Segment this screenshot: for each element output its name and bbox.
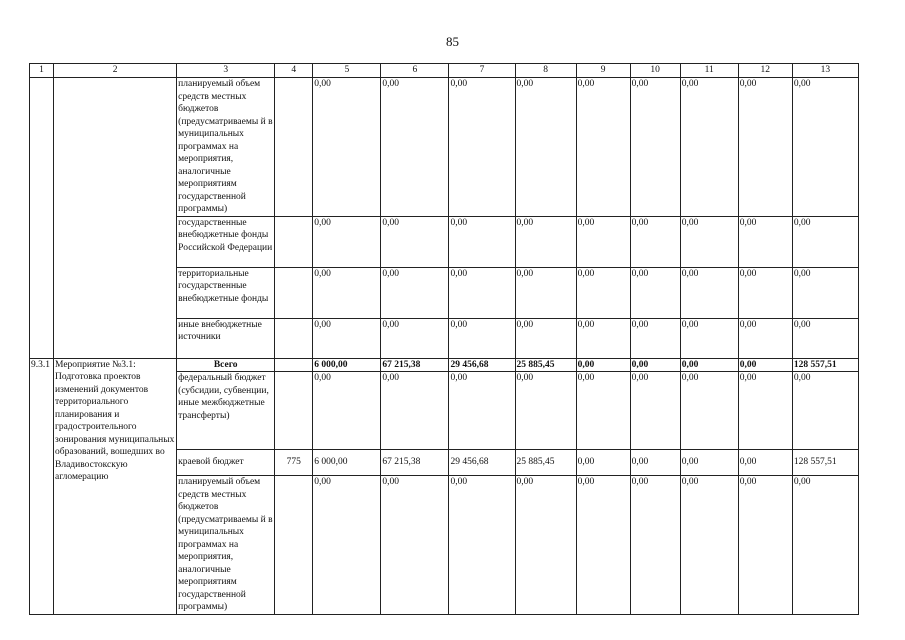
item-name-cell	[54, 78, 177, 359]
column-number-row	[30, 64, 859, 78]
value-cell: 0,00	[449, 372, 515, 450]
funding-source: федеральный бюджет (субсидии, субвенции, иные межбюджетные трансферты)	[177, 372, 275, 450]
total-value: 128 557,51	[792, 358, 858, 372]
value-cell: 0,00	[738, 78, 792, 217]
value-cell: 0,00	[738, 216, 792, 267]
value-cell: 0,00	[449, 78, 515, 217]
value-cell: 0,00	[381, 216, 449, 267]
value-cell: 0,00	[515, 476, 576, 615]
budget-code: 775	[275, 450, 313, 476]
value-cell: 0,00	[449, 476, 515, 615]
value-cell: 0,00	[576, 78, 630, 217]
value-cell: 0,00	[792, 267, 858, 318]
value-cell: 0,00	[680, 450, 738, 476]
column-number: 7	[449, 64, 515, 78]
value-cell: 0,00	[576, 372, 630, 450]
total-value: 0,00	[576, 358, 630, 372]
value-cell: 0,00	[738, 318, 792, 358]
value-cell: 0,00	[792, 78, 858, 217]
value-cell: 0,00	[680, 267, 738, 318]
budget-code	[275, 267, 313, 318]
funding-source: планируемый объем средств местных бюджетов (предусматриваемы й в муниципальных программах на мероприятия, аналогичные мероприятиям государственной программы)	[177, 476, 275, 615]
value-cell: 0,00	[515, 78, 576, 217]
value-cell: 0,00	[313, 267, 381, 318]
budget-code	[275, 318, 313, 358]
value-cell: 0,00	[680, 476, 738, 615]
value-cell: 0,00	[313, 318, 381, 358]
column-number: 11	[680, 64, 738, 78]
total-value: 6 000,00	[313, 358, 381, 372]
value-cell: 0,00	[313, 476, 381, 615]
value-cell: 0,00	[738, 476, 792, 615]
value-cell: 0,00	[449, 318, 515, 358]
column-number: 5	[313, 64, 381, 78]
total-value: 0,00	[680, 358, 738, 372]
value-cell: 0,00	[515, 318, 576, 358]
total-value: 0,00	[738, 358, 792, 372]
value-cell: 29 456,68	[449, 450, 515, 476]
value-cell: 0,00	[792, 216, 858, 267]
value-cell: 128 557,51	[792, 450, 858, 476]
value-cell: 0,00	[515, 267, 576, 318]
value-cell: 0,00	[449, 267, 515, 318]
value-cell: 0,00	[381, 372, 449, 450]
funding-source: государственные внебюджетные фонды Российской Федерации	[177, 216, 275, 267]
value-cell: 0,00	[515, 216, 576, 267]
value-cell: 0,00	[630, 267, 680, 318]
budget-code	[275, 78, 313, 217]
total-value: 0,00	[630, 358, 680, 372]
funding-source: иные внебюджетные источники	[177, 318, 275, 358]
value-cell: 0,00	[792, 372, 858, 450]
total-value: 29 456,68	[449, 358, 515, 372]
value-cell: 0,00	[680, 78, 738, 217]
value-cell: 0,00	[576, 318, 630, 358]
value-cell: 0,00	[381, 267, 449, 318]
value-cell: 0,00	[576, 450, 630, 476]
column-number: 6	[381, 64, 449, 78]
column-number: 9	[576, 64, 630, 78]
column-number: 2	[54, 64, 177, 78]
value-cell: 0,00	[630, 476, 680, 615]
budget-code	[275, 358, 313, 372]
value-cell: 0,00	[576, 216, 630, 267]
column-number: 1	[30, 64, 54, 78]
column-number: 8	[515, 64, 576, 78]
value-cell: 0,00	[449, 216, 515, 267]
budget-code	[275, 476, 313, 615]
value-cell: 25 885,45	[515, 450, 576, 476]
column-number: 4	[275, 64, 313, 78]
value-cell: 0,00	[313, 372, 381, 450]
value-cell: 6 000,00	[313, 450, 381, 476]
item-name: Мероприятие №3.1: Подготовка проектов изменений документов территориального планирования и градостроительного зонирования муниципальных образований, вошедших во Владивостокскую агломерацию	[54, 358, 177, 614]
value-cell: 0,00	[313, 216, 381, 267]
value-cell: 67 215,38	[381, 450, 449, 476]
funding-source-total: Всего	[177, 358, 275, 372]
value-cell: 0,00	[630, 372, 680, 450]
value-cell: 0,00	[630, 450, 680, 476]
value-cell: 0,00	[515, 372, 576, 450]
budget-code	[275, 216, 313, 267]
value-cell: 0,00	[381, 318, 449, 358]
total-value: 67 215,38	[381, 358, 449, 372]
value-cell: 0,00	[630, 216, 680, 267]
value-cell: 0,00	[680, 372, 738, 450]
value-cell: 0,00	[680, 318, 738, 358]
column-number: 13	[792, 64, 858, 78]
funding-source: территориальные государственные внебюджетные фонды	[177, 267, 275, 318]
value-cell: 0,00	[630, 318, 680, 358]
value-cell: 0,00	[738, 372, 792, 450]
funding-source: планируемый объем средств местных бюджетов (предусматриваемы й в муниципальных программах на мероприятия, аналогичные мероприятиям государственной программы)	[177, 78, 275, 217]
value-cell: 0,00	[313, 78, 381, 217]
column-number: 12	[738, 64, 792, 78]
value-cell: 0,00	[381, 476, 449, 615]
value-cell: 0,00	[630, 78, 680, 217]
value-cell: 0,00	[576, 267, 630, 318]
column-number: 3	[177, 64, 275, 78]
table-row	[30, 78, 859, 217]
item-number: 9.3.1	[30, 358, 54, 614]
total-row	[30, 358, 859, 372]
total-value: 25 885,45	[515, 358, 576, 372]
value-cell: 0,00	[680, 216, 738, 267]
value-cell: 0,00	[792, 476, 858, 615]
item-number-cell	[30, 78, 54, 359]
value-cell: 0,00	[738, 450, 792, 476]
value-cell: 0,00	[792, 318, 858, 358]
page-number: 85	[446, 34, 459, 49]
value-cell: 0,00	[738, 267, 792, 318]
value-cell: 0,00	[381, 78, 449, 217]
column-number: 10	[630, 64, 680, 78]
funding-source: краевой бюджет	[177, 450, 275, 476]
budget-code	[275, 372, 313, 450]
budget-table	[29, 63, 859, 615]
value-cell: 0,00	[576, 476, 630, 615]
